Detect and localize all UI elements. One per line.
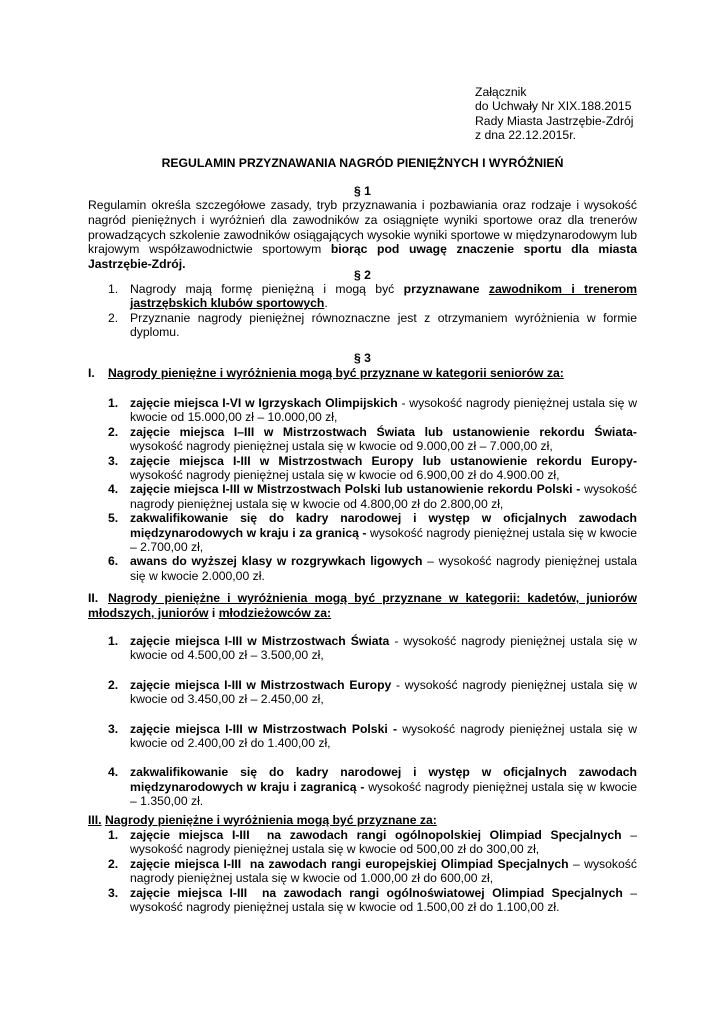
section-title-end: młodzieżowców za: — [218, 605, 332, 620]
item-number: 1. — [108, 396, 119, 410]
item-bold: zajęcie miejsca I-III w Mistrzostwach Świata — [130, 634, 390, 648]
list-item — [108, 454, 637, 483]
list-item — [108, 425, 637, 454]
item-bold: zajęcie miejsca I-III w Mistrzostwach Polski lub ustanowienie rekordu Polski - — [130, 482, 581, 497]
section-title: Nagrody pieniężne i wyróżnienia mogą być przyznane w kategorii seniorów za: — [108, 366, 564, 380]
item-number: 2. — [108, 856, 119, 871]
item-bold: zajęcie miejsca I-III w Mistrzostwach Europy lub ustanowienie rekordu Europy- — [130, 453, 637, 468]
item-bold: zajęcie miejsca I-III na zawodach rangi europejskiej Olimpiad Specjalnych — [130, 856, 569, 871]
item-bold: zakwalifikowanie się do kadry narodowej i występ w oficjalnych zawodach międzynarodowych w kraju i za granicą - — [130, 511, 637, 540]
item-text: Przyznanie nagrody pieniężnej równoznaczne jest z otrzymaniem wyróżnienia w formie dyplomu. — [130, 310, 637, 340]
item-bold-underlined: zawodnikom i trenerom jastrzębskich klubów sportowych — [130, 282, 637, 311]
annex-line-3: Rady Miasta Jastrzębie-Zdrój — [475, 113, 634, 128]
section-number: II. — [88, 591, 99, 605]
list-item — [108, 765, 637, 808]
annex-line-2: do Uchwały Nr XIX.188.2015 — [475, 99, 632, 114]
item-text: - wysokość nagrody pieniężnej ustala się w kwocie od 15.000,00 zł – 10.000,00 zł, — [130, 396, 637, 425]
section-2-list — [108, 634, 637, 809]
list-item — [108, 311, 637, 340]
document-title: REGULAMIN PRZYZNAWANIA NAGRÓD PIENIĘŻNYCH I WYRÓŻNIEŃ — [161, 156, 564, 170]
item-bold: zajęcie miejsca I-III w Mistrzostwach Polski - — [130, 721, 398, 736]
item-bold: zajęcie miejsca I–III w Mistrzostwach Świata lub ustanowienie rekordu Świata- — [130, 424, 637, 439]
section-1-heading — [88, 366, 637, 381]
annex-header — [475, 85, 634, 143]
section-1-list — [108, 396, 637, 583]
item-bold: zajęcie miejsca I-III na zawodach rangi ogólnoświatowej Olimpiad Specjalnych — [130, 885, 623, 900]
item-number: 3. — [108, 885, 119, 900]
item-text: – wysokość nagrody pieniężnej ustala się w kwocie od 1.000,00 zł do 600,00 zł, — [130, 856, 637, 886]
item-text: – wysokość nagrody pieniężnej ustala się w kwocie 2.000,00 zł. — [130, 554, 637, 583]
paragraph-3-heading: § 3 — [354, 351, 371, 365]
paragraph-1-body: Regulamin określa szczegółowe zasady, tryb przyznawania i pozbawiania oraz rodzaje i wysokość nagród pieniężnych i wyróżnień dla zawodników za osiągnięte wyniki sportowe oraz dla trenerów prowadzących szkolenie zawodników osiągających wysokie wyniki sportowe w międzynarodowym lub krajowym współzawodnictwie sportowym — [88, 198, 637, 257]
item-number: 3. — [108, 453, 119, 468]
item-text: wysokość nagrody pieniężnej ustala się w kwocie – 2.700,00 zł, — [130, 525, 637, 555]
item-number: 4. — [108, 482, 119, 497]
item-text: – wysokość nagrody pieniężnej ustala się w kwocie od 1.500,00 zł do 1.100,00 zł. — [130, 885, 637, 915]
list-item — [108, 722, 637, 751]
section-title: Nagrody pieniężne i wyróżnienia mogą być przyznane za: — [104, 813, 437, 827]
item-text: wysokość nagrody pieniężnej ustala się w kwocie od 4.800,00 zł do 2.800,00 zł, — [130, 482, 637, 511]
item-text: wysokość nagrody pieniężnej ustala się w kwocie od 6.900,00 zł do 4.900.00 zł, — [130, 468, 560, 483]
item-number: 5. — [108, 511, 119, 526]
list-item — [108, 282, 637, 311]
paragraph-1-bold: biorąc pod uwagę znaczenie sportu dla miasta Jastrzębie-Zdrój. — [88, 242, 637, 272]
item-text: . — [324, 296, 328, 311]
item-number: 1. — [108, 828, 119, 842]
item-bold: zajęcie miejsca I-VI w Igrzyskach Olimpijskich — [130, 396, 398, 410]
list-item — [108, 828, 637, 857]
item-text: wysokość nagrody pieniężnej ustala się w kwocie – 1.350,00 zł. — [130, 779, 637, 809]
item-bold: zakwalifikowanie się do kadry narodowej i występ w oficjalnych zawodach międzynarodowych w kraju i zagranicą - — [130, 765, 637, 794]
section-title-joiner: i — [208, 605, 219, 620]
paragraph-2-list — [108, 282, 637, 340]
section-number: I. — [88, 366, 95, 380]
list-item — [108, 511, 637, 554]
list-item — [108, 886, 637, 915]
item-text: wysokość nagrody pieniężnej ustala się w kwocie od 9.000,00 zł – 7.000,00 zł, — [130, 439, 553, 454]
item-number: 1. — [108, 282, 119, 296]
item-text: - wysokość nagrody pieniężnej ustala się w kwocie od 4.500,00 zł – 3.500,00 zł, — [130, 634, 638, 663]
section-3-list — [108, 828, 637, 914]
section-title: Nagrody pieniężne i wyróżnienia mogą być przyznane w kategorii: kadetów, juniorów młodszych, juniorów — [88, 591, 637, 620]
item-number: 2. — [108, 677, 119, 692]
list-item — [108, 857, 637, 886]
annex-line-1: Załącznik — [475, 85, 527, 99]
item-bold: zajęcie miejsca I-III w Mistrzostwach Europy — [130, 677, 392, 692]
section-number: III. — [88, 813, 102, 827]
paragraph-2-heading: § 2 — [354, 268, 371, 282]
list-item — [108, 678, 637, 707]
list-item — [108, 634, 637, 663]
item-text: – wysokość nagrody pieniężnej ustala się w kwocie od 500,00 zł do 300,00 zł, — [130, 828, 637, 857]
paragraph-1-text — [88, 198, 637, 272]
item-bold: zajęcie miejsca I-III na zawodach rangi ogólnopolskiej Olimpiad Specjalnych — [130, 828, 622, 842]
section-3-heading — [88, 813, 637, 828]
item-bold: awans do wyższej klasy w rozgrywkach ligowych — [130, 554, 423, 569]
list-item — [108, 396, 637, 425]
item-number: 2. — [108, 310, 119, 325]
section-2-heading — [88, 591, 637, 621]
item-text: - wysokość nagrody pieniężnej ustala się w kwocie od 3.450,00 zł – 2.450,00 zł, — [130, 677, 638, 707]
item-number: 2. — [108, 424, 119, 439]
item-text: Nagrody mają formę pieniężną i mogą być — [130, 282, 404, 296]
item-number: 3. — [108, 721, 119, 736]
paragraph-1-heading: § 1 — [354, 184, 371, 198]
list-item — [108, 554, 637, 583]
item-text: wysokość nagrody pieniężnej ustala się w kwocie od 2.400,00 zł do 1.400,00 zł, — [130, 721, 637, 751]
item-number: 4. — [108, 765, 119, 780]
annex-line-4: z dna 22.12.2015r. — [475, 128, 576, 143]
item-number: 1. — [108, 634, 119, 648]
list-item — [108, 482, 637, 511]
item-number: 6. — [108, 554, 119, 569]
item-bold: przyznawane — [403, 282, 489, 296]
